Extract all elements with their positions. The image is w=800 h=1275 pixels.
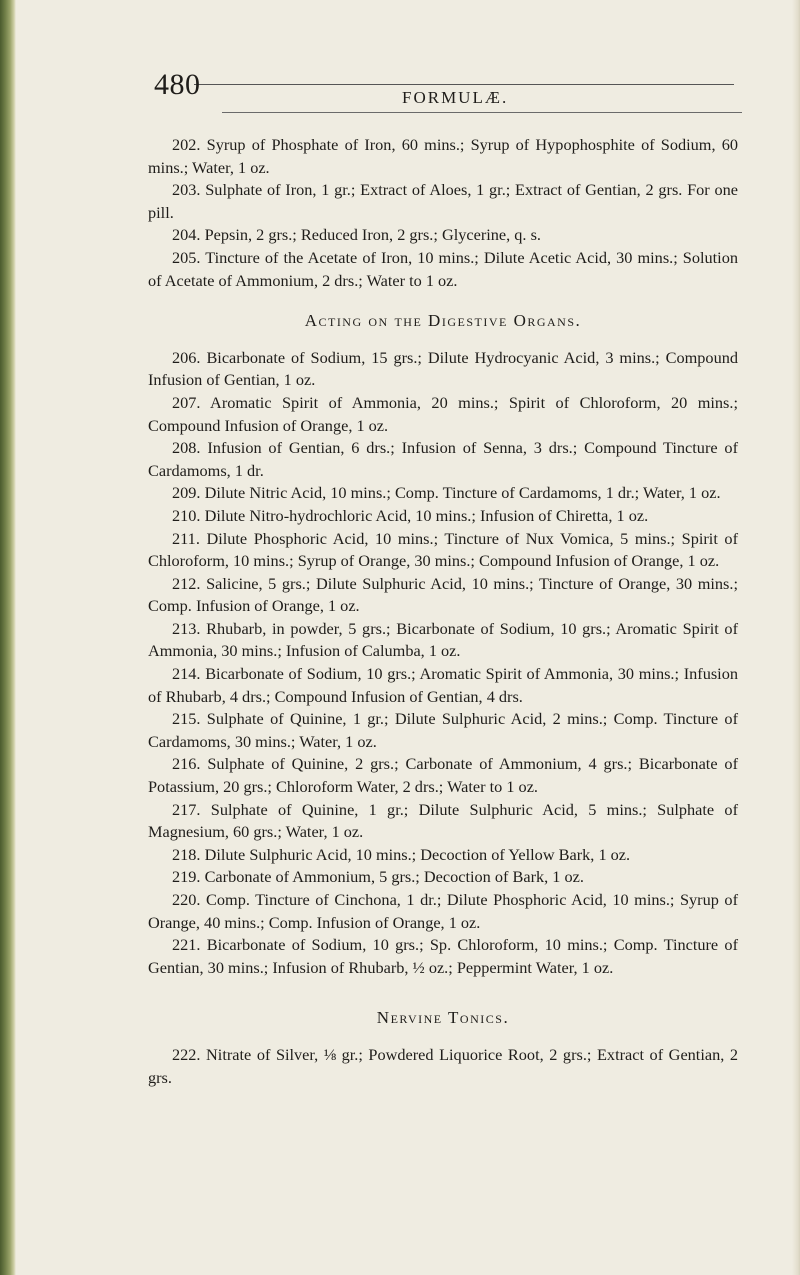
formula-entry: 213. Rhubarb, in powder, 5 grs.; Bicarbonate of Sodium, 10 grs.; Aromatic Spirit of Ammonia, 30 mins.; Infusion of Calumba, 1 oz. [148, 618, 738, 661]
formula-entry: 219. Carbonate of Ammonium, 5 grs.; Decoction of Bark, 1 oz. [172, 867, 584, 887]
running-head: FORMULÆ. [402, 88, 509, 107]
formula-entry: 204. Pepsin, 2 grs.; Reduced Iron, 2 grs.; Glycerine, q. s. [172, 225, 541, 245]
formula-entry: 221. Bicarbonate of Sodium, 10 grs.; Sp. Chloroform, 10 mins.; Comp. Tincture of Gentian, 30 mins.; Infusion of Rhubarb, ½ oz.; Peppermint Water, 1 oz. [148, 935, 738, 977]
entries-group-2 [148, 347, 738, 980]
page-number: 480 [154, 68, 201, 101]
entries-group-1 [148, 134, 738, 292]
book-page [132, 66, 752, 1087]
formula-entry: 214. Bicarbonate of Sodium, 10 grs.; Aromatic Spirit of Ammonia, 30 mins.; Infusion of Rhubarb, 4 drs.; Compound Infusion of Gentian, 4 drs. [148, 664, 738, 706]
formula-entry: 202. Syrup of Phosphate of Iron, 60 mins.; Syrup of Hypophosphite of Sodium, 60 mins.; Water, 1 oz. [148, 135, 738, 177]
formula-entry: 222. Nitrate of Silver, ⅛ gr.; Powdered Liquorice Root, 2 grs.; Extract of Gentian, 2 grs. [148, 1044, 738, 1087]
formula-entry: 207. Aromatic Spirit of Ammonia, 20 mins.; Spirit of Chloroform, 20 mins.; Compound Infusion of Orange, 1 oz. [148, 392, 738, 435]
formula-entry: 203. Sulphate of Iron, 1 gr.; Extract of Aloes, 1 gr.; Extract of Gentian, 2 grs. For one pill. [148, 180, 738, 222]
formula-entry: 217. Sulphate of Quinine, 1 gr.; Dilute Sulphuric Acid, 5 mins.; Sulphate of Magnesium, 60 grs.; Water, 1 oz. [148, 799, 738, 842]
formula-entry: 208. Infusion of Gentian, 6 drs.; Infusion of Senna, 3 drs.; Compound Tincture of Cardamoms, 1 dr. [148, 438, 738, 480]
book-binding-edge [0, 0, 16, 1275]
page-right-edge [792, 0, 800, 1275]
formula-entry: 210. Dilute Nitro-hydrochloric Acid, 10 mins.; Infusion of Chiretta, 1 oz. [172, 505, 649, 525]
formula-entry: 212. Salicine, 5 grs.; Dilute Sulphuric Acid, 10 mins.; Tincture of Orange, 30 mins.; Comp. Infusion of Orange, 1 oz. [148, 573, 738, 616]
formula-entry: 220. Comp. Tincture of Cinchona, 1 dr.; Dilute Phosphoric Acid, 10 mins.; Syrup of Orange, 40 mins.; Comp. Infusion of Orange, 1 oz. [148, 890, 738, 932]
formula-entry: 205. Tincture of the Acetate of Iron, 10 mins.; Dilute Acetic Acid, 30 mins.; Solution of Acetate of Ammonium, 2 drs.; Water to 1 oz. [148, 247, 738, 290]
formula-entry: 206. Bicarbonate of Sodium, 15 grs.; Dilute Hydrocyanic Acid, 3 mins.; Compound Infusion of Gentian, 1 oz. [148, 347, 738, 390]
header-rule-lower [222, 112, 742, 113]
formula-entry: 209. Dilute Nitric Acid, 10 mins.; Comp. Tincture of Cardamoms, 1 dr.; Water, 1 oz. [172, 483, 721, 503]
formula-entry: 216. Sulphate of Quinine, 2 grs.; Carbonate of Ammonium, 4 grs.; Bicarbonate of Potassium, 20 grs.; Chloroform Water, 2 drs.; Water to 1 oz. [148, 754, 738, 797]
formula-entry: 211. Dilute Phosphoric Acid, 10 mins.; Tincture of Nux Vomica, 5 mins.; Spirit of Chloroform, 10 mins.; Syrup of Orange, 30 mins.; Compound Infusion of Orange, 1 oz. [148, 528, 738, 571]
section-heading-nervine: Nervine Tonics. [376, 1008, 510, 1028]
header-rule [194, 84, 734, 85]
section-heading-digestive: Acting on the Digestive Organs. [304, 311, 582, 331]
formula-entry: 215. Sulphate of Quinine, 1 gr.; Dilute Sulphuric Acid, 2 mins.; Comp. Tincture of Cardamoms, 30 mins.; Water, 1 oz. [148, 709, 738, 751]
page-body [148, 134, 738, 1089]
page-header [132, 66, 752, 118]
entries-group-3 [148, 1044, 738, 1089]
formula-entry: 218. Dilute Sulphuric Acid, 10 mins.; Decoction of Yellow Bark, 1 oz. [172, 844, 631, 864]
